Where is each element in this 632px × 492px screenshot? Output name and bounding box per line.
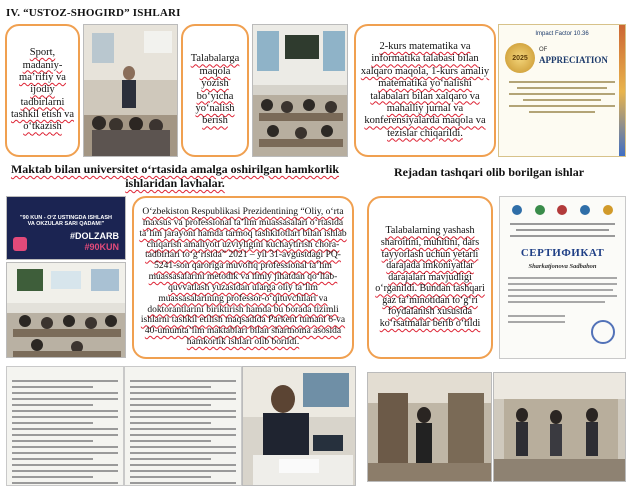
dormitory-photo-2: [493, 372, 626, 482]
school-cooperation-heading: [5, 163, 345, 191]
logo-icon-4: [580, 205, 590, 215]
contract-document-2: [124, 366, 242, 486]
living-conditions-box: [367, 196, 493, 359]
decree-cooperation-box: [132, 196, 354, 359]
dormitory-photo-2-image: [494, 373, 626, 482]
decree-cooperation-text: O‘zbekiston Respublikasi Prezidentining “Oliy, o‘rta maxsus va professional ta’lim muassasalari o‘rtasida ta’lim jarayoni hamda tarmoq tashkilotlari bilan ishlab chiqarish amaliyoti uzviyligini kuchaytirish chora-tadbirlari to‘g‘risida” 2021 – yil 31-avgustdagi PQ-5241-son qaroriga muvofiq professional ta’lim muassasalarini metodik va ilmiy jihatdan qo‘llab-quvvatlash yuzasidan ularga oliy ta’lim muassasalarining professor-o‘qituvchilari va doktorantlarini biriktirish hamda bu borada tizimli ishlarni tashkil etilish maqsadida Parkent tumani 6-va 40-umumta’lim maktablari bilan shartnoma asosida hamkorlik ishlari olib borildi.: [139, 207, 347, 348]
certificate-name: Sharkatjonova Sadbahon: [528, 263, 597, 270]
banner-num: #90KUN: [84, 242, 119, 252]
appreciation-of: OF: [539, 47, 548, 53]
classroom-photo-1-image: [84, 25, 178, 157]
signing-photo: [242, 366, 356, 486]
school-meeting-photo-image: [7, 263, 126, 358]
school-meeting-photo: [6, 262, 126, 358]
extra-work-heading-text: Rejadan tashqari olib borilgan ishlar: [394, 165, 585, 179]
certificate-logos: [500, 205, 625, 215]
classroom-photo-2: [252, 24, 348, 157]
certificate-stamp: [591, 320, 615, 344]
certificate-title: СЕРТИФИКАТ: [520, 247, 605, 259]
extra-work-heading: [394, 166, 608, 180]
dormitory-photo-1-image: [368, 373, 492, 482]
banner-line-2: VA OKZULAR SARI QADAM!": [27, 221, 105, 227]
living-conditions-text: Talabalarning yashash sharoitini, muhitini, dars tayyorlash uchun yetarli darajada imkoniyatlar darajalari mavjudligi o‘rganildi. Bundan tashqari gaz ta’minotidan to‘g‘ri foydalanish xususida ko‘rsatmalar berib o‘tildi: [375, 225, 485, 330]
logo-icon-5: [603, 205, 613, 215]
banner-line-1: "90 KUN - O‘Z USTINGDA ISHLASH: [20, 215, 112, 221]
logo-icon-1: [512, 205, 522, 215]
sport-activities-text: Sport, madaniy-ma’rifiy va ijodiy tadbirlarni tashkil etish va o‘tkazish: [11, 47, 74, 133]
conference-papers-box: [354, 24, 496, 157]
appreciation-certificate: [498, 24, 626, 157]
article-guidance-box: [181, 24, 249, 157]
article-guidance-text: Talabalarga maqola yozish bo‘yicha yo‘nalish berish: [190, 53, 240, 127]
certificate-ribbon: [619, 25, 625, 157]
banner-logo-icon: [13, 237, 27, 251]
classroom-photo-2-image: [253, 25, 348, 157]
school-cooperation-heading-text: Maktab bilan universitet o‘rtasida amalga oshirilgan hamkorlik ishlaridan lavhalar.: [10, 162, 340, 190]
logo-icon-3: [557, 205, 567, 215]
banner-tag: #DOLZARB: [70, 231, 119, 241]
award-seal: [505, 43, 535, 73]
participation-certificate: [499, 196, 626, 359]
section-title: IV. “USTOZ-SHOGIRD” ISHLARI: [6, 7, 181, 19]
classroom-photo-1: [83, 24, 178, 157]
90-days-banner: [6, 196, 126, 260]
contract-document-1: [6, 366, 124, 486]
sport-activities-box: [5, 24, 80, 157]
signing-photo-image: [243, 367, 356, 486]
logo-icon-2: [535, 205, 545, 215]
impact-factor-label: Impact Factor 10.36: [535, 31, 589, 37]
appreciation-title: APPRECIATION: [539, 55, 608, 65]
dormitory-photo-1: [367, 372, 492, 482]
conference-papers-text: 2-kurs matematika va informatika talabasi bilan xalqaro maqola, 1-kurs amaliy matematika yo‘nalishi talabalari bilan xalqaro va mahalliy jurnal va konferensiyalarda maqola va tezislar chiqarildi.: [360, 41, 490, 139]
award-year: 2025: [512, 54, 528, 62]
